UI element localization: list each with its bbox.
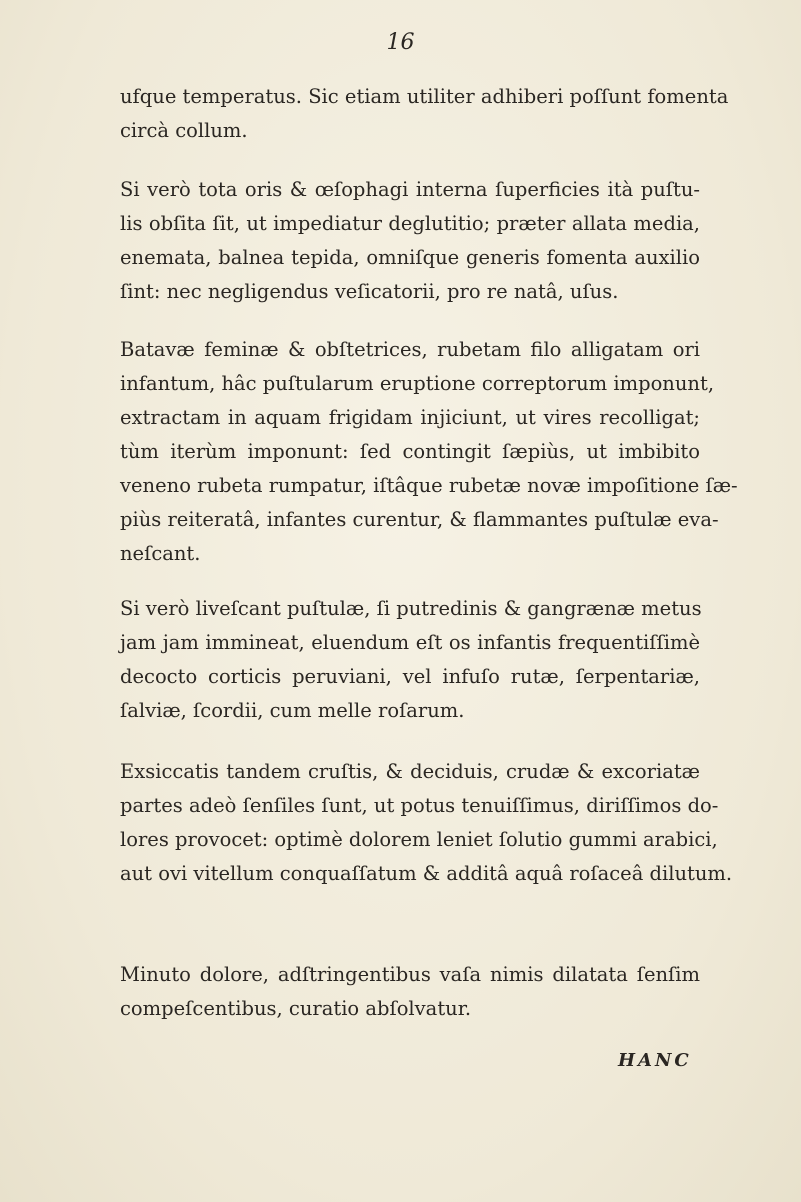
text-line: enemata, balnea tepida, omniſque generis fomenta auxilio [120, 246, 700, 269]
text-line: Batavæ feminæ & obſtetrices, rubetam filo alligatam ori [120, 338, 700, 361]
text-line: tùm iterùm imponunt: ſed contingit ſæpiùs, ut imbibito [120, 440, 700, 463]
paragraph-4 [120, 592, 700, 728]
text-line: jam jam immineat, eluendum eſt os infantis frequentiſſimè [120, 631, 700, 654]
text-line: veneno rubeta rumpatur, iſtâque rubetæ novæ impoſitione ſæ- [120, 474, 738, 497]
paragraph-6 [120, 958, 700, 1026]
text-line: compeſcentibus, curatio abſolvatur. [120, 997, 472, 1020]
page-number: 16 [386, 30, 415, 55]
text-line: extractam in aquam frigidam injiciunt, ut vires recolligat; [120, 406, 700, 429]
text-line: piùs reiteratâ, infantes curentur, & flammantes puſtulæ eva- [120, 508, 719, 531]
catchword: HANC [618, 1050, 692, 1071]
text-line: circà collum. [120, 119, 248, 142]
text-line: Si verò tota oris & œſophagi interna ſuperficies ità puſtu- [120, 178, 700, 201]
paragraph-2 [120, 173, 700, 309]
text-line: aut ovi vitellum conquaſſatum & additâ aquâ roſaceâ dilutum. [120, 862, 733, 885]
text-line: infantum, hâc puſtularum eruptione correptorum imponunt, [120, 372, 715, 395]
text-line: ſalviæ, ſcordii, cum melle roſarum. [120, 699, 465, 722]
paragraph-5 [120, 755, 733, 891]
text-line: ufque temperatus. Sic etiam utiliter adhiberi poſſunt fomenta [120, 85, 729, 108]
paragraph-3 [120, 333, 738, 571]
text-line: decocto corticis peruviani, vel infuſo rutæ, ſerpentariæ, [120, 665, 700, 688]
text-line: Minuto dolore, adſtringentibus vaſa nimis dilatata ſenſim [120, 963, 700, 986]
text-line: neſcant. [120, 542, 201, 565]
text-line: partes adeò ſenſiles ſunt, ut potus tenuiſſimus, diriſſimos do- [120, 794, 719, 817]
paragraph-1 [120, 80, 729, 148]
text-line: lores provocet: optimè dolorem leniet ſolutio gummi arabici, [120, 828, 718, 851]
text-line: Si verò liveſcant puſtulæ, ſi putredinis & gangrænæ metus [120, 597, 702, 620]
text-line: lis obſita ſit, ut impediatur deglutitio; præter allata media, [120, 212, 700, 235]
text-line: Exsiccatis tandem cruſtis, & deciduis, crudæ & excoriatæ [120, 760, 700, 783]
text-line: ſint: nec negligendus veſicatorii, pro re natâ, uſus. [120, 280, 619, 303]
